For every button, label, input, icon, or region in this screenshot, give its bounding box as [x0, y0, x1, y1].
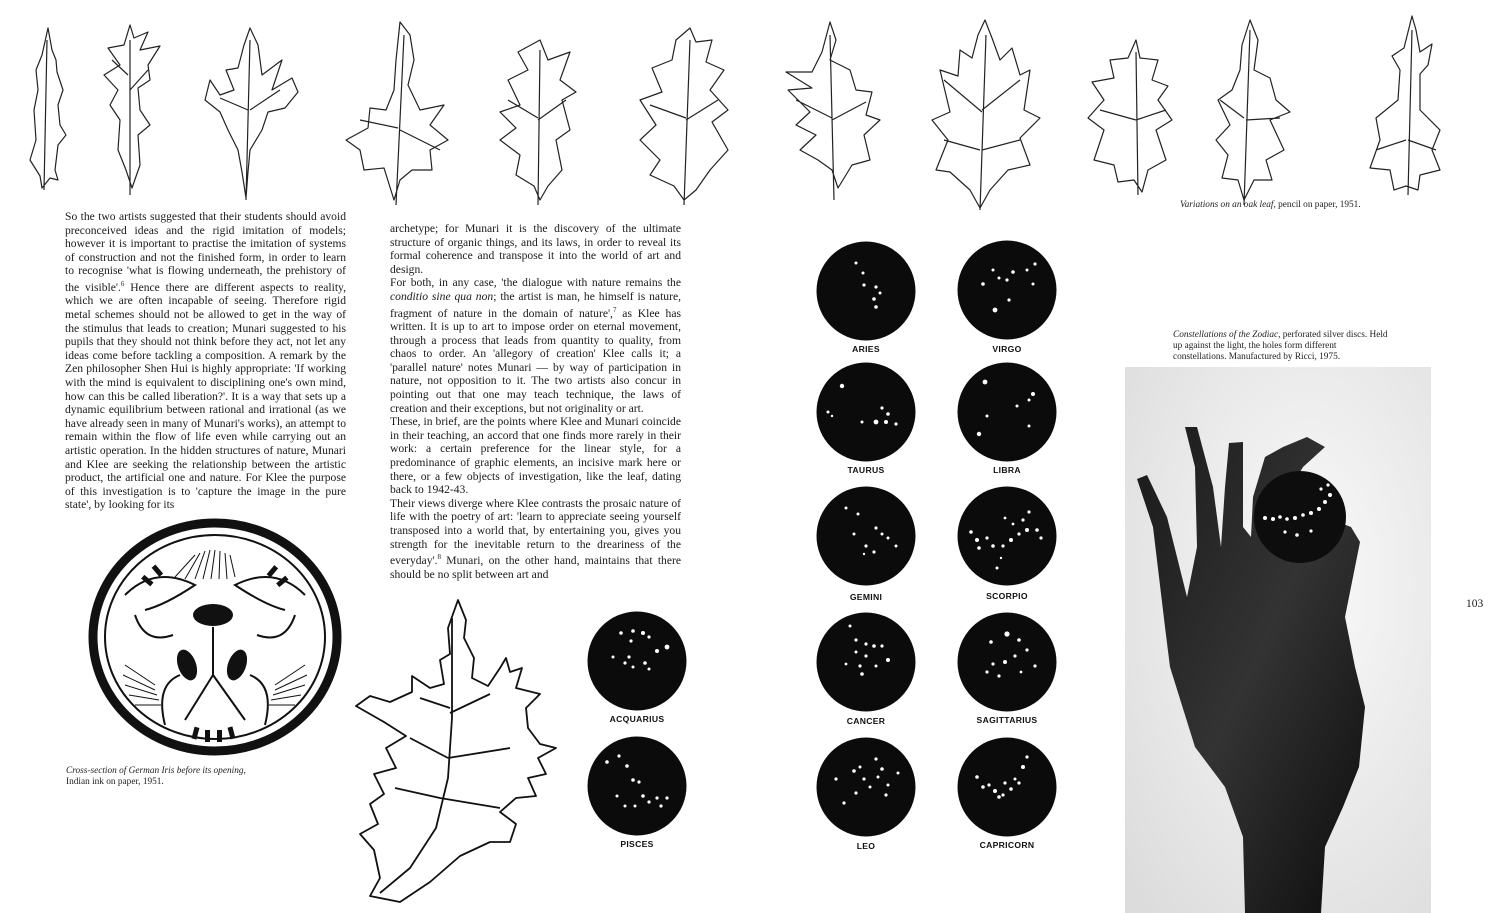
zodiac-disc-graphic — [816, 486, 916, 586]
zodiac-disc-capricorn — [957, 737, 1057, 837]
star-perforation — [863, 553, 865, 555]
iris-caption-rest: Indian ink on paper, 1951. — [66, 777, 164, 787]
col2-paragraph-1: archetype; for Munari it is the discovery of the ultimate structure of organic things, and its laws, in order to reveal its formal coherence and transpose it into the world of art and design. — [390, 222, 681, 276]
star-perforation — [625, 764, 629, 768]
zodiac-disc-libra — [957, 362, 1057, 462]
iris-caption-title: Cross-section of German Iris before its opening, — [66, 766, 246, 776]
col2-paragraph-3: These, in brief, are the points where Klee and Munari coincide in their teaching, an accord that one finds more rarely in their work: a certain preference for the linear style, for a predominance of graphic elements, an incisive mark here or there, or a few objects of investigation, like the leaf, dating back to 1942-43. — [390, 415, 681, 497]
oak-leaf-1 — [30, 28, 66, 190]
star-perforation — [842, 801, 845, 804]
zodiac-disc-taurus — [816, 362, 916, 462]
star-perforation — [605, 760, 609, 764]
star-perforation — [864, 544, 867, 547]
star-perforation — [875, 665, 878, 668]
zodiac-disc-graphic — [816, 362, 916, 462]
footnote-7: 7 — [612, 305, 617, 314]
star-perforation — [619, 631, 623, 635]
oak-leaf-4 — [346, 22, 448, 205]
star-perforation — [993, 308, 998, 313]
col2-p2-a: For both, in any case, 'the dialogue with nature remains the — [390, 276, 681, 290]
star-perforation — [872, 297, 876, 301]
star-perforation — [1012, 523, 1015, 526]
star-perforation — [1021, 765, 1025, 769]
star-perforation — [884, 420, 888, 424]
acquarius-label: ACQUARIUS — [609, 714, 665, 724]
footnote-6: 6 — [120, 279, 125, 288]
star-perforation — [880, 767, 884, 771]
oak-leaf-variations-drawing — [0, 0, 1500, 212]
star-perforation — [887, 537, 890, 540]
zodiac-disc-graphic — [957, 612, 1057, 712]
star-perforation — [845, 663, 848, 666]
star-perforation — [895, 545, 898, 548]
star-perforation — [1007, 298, 1010, 301]
disc-body — [817, 487, 916, 586]
star-perforation — [1004, 517, 1007, 520]
star-perforation — [862, 272, 865, 275]
star-perforation — [632, 666, 635, 669]
star-perforation — [853, 533, 856, 536]
star-perforation — [1017, 781, 1020, 784]
star-perforation — [869, 786, 872, 789]
page-number: 103 — [1466, 598, 1484, 610]
star-perforation — [1011, 270, 1015, 274]
star-perforation — [834, 777, 837, 780]
star-perforation — [880, 406, 883, 409]
star-perforation — [647, 800, 650, 803]
star-perforation — [886, 412, 890, 416]
star-perforation — [1033, 664, 1036, 667]
star-perforation — [1004, 631, 1009, 636]
gemini-label: GEMINI — [849, 592, 883, 602]
star-perforation — [616, 795, 619, 798]
star-perforation — [665, 796, 668, 799]
star-perforation — [1025, 528, 1029, 532]
disc-body — [817, 242, 916, 341]
star-perforation — [1017, 532, 1020, 535]
zodiac-disc-graphic — [957, 362, 1057, 462]
star-perforation — [872, 644, 876, 648]
zodiac-disc-graphic — [816, 737, 916, 837]
star-perforation — [864, 654, 867, 657]
star-perforation — [977, 546, 981, 550]
oak-leaf-6 — [640, 28, 728, 205]
disc-body — [588, 612, 687, 711]
star-perforation — [849, 625, 852, 628]
disc-body — [817, 613, 916, 712]
zodiac-disc-graphic — [816, 241, 916, 341]
star-perforation — [634, 805, 637, 808]
leo-label: LEO — [856, 841, 876, 851]
star-perforation — [975, 538, 979, 542]
star-perforation — [996, 567, 999, 570]
star-perforation — [969, 530, 973, 534]
zodiac-disc-leo — [816, 737, 916, 837]
star-perforation — [897, 772, 900, 775]
oak-leaf-2 — [104, 25, 160, 195]
taurus-label: TAURUS — [847, 465, 885, 475]
oak-leaf-9 — [1088, 40, 1172, 195]
star-perforation — [831, 415, 833, 417]
oak-caption-rest: pencil on paper, 1951. — [1278, 200, 1361, 210]
hand-holding-disc-photo — [1125, 367, 1431, 913]
star-perforation — [998, 277, 1001, 280]
star-perforation — [1039, 536, 1042, 539]
star-perforation — [880, 644, 883, 647]
star-perforation — [641, 631, 645, 635]
star-perforation — [655, 796, 658, 799]
star-perforation — [989, 640, 993, 644]
star-perforation — [977, 432, 981, 436]
star-perforation — [894, 422, 897, 425]
star-perforation — [1003, 781, 1006, 784]
star-perforation — [1035, 528, 1039, 532]
disc-body — [958, 487, 1057, 586]
star-perforation — [623, 661, 626, 664]
star-perforation — [1001, 793, 1004, 796]
star-perforation — [855, 651, 858, 654]
star-perforation — [1028, 399, 1031, 402]
col2-p2-c: as Klee has written. It is up to art to impose order on eternal movement, through a process that leads from quantity to quality, from chaos to order. An 'allegory of creation' Klee calls it; a 'parallel nature' notes Munari — by way of participation in nature, not opposition to it. The two artists also concur in pointing out that one may teach technique, the laws of creation and their exceptions, but not originality or art. — [390, 306, 681, 415]
disc-body — [958, 363, 1057, 462]
star-perforation — [1000, 557, 1002, 559]
star-perforation — [629, 639, 632, 642]
star-perforation — [631, 778, 635, 782]
star-perforation — [877, 776, 880, 779]
zodiac-disc-graphic — [816, 612, 916, 712]
star-perforation — [872, 550, 875, 553]
star-perforation — [631, 629, 635, 633]
star-perforation — [874, 526, 877, 529]
star-perforation — [887, 784, 890, 787]
star-perforation — [648, 668, 651, 671]
footnote-8: 8 — [437, 553, 441, 562]
star-perforation — [886, 658, 890, 662]
star-perforation — [845, 507, 848, 510]
star-perforation — [1028, 425, 1031, 428]
zodiac-disc-graphic — [957, 240, 1057, 340]
zodiac-caption-line1: perforated silver discs. Held — [1282, 330, 1388, 340]
star-perforation — [862, 283, 865, 286]
star-perforation — [857, 513, 860, 516]
star-perforation — [659, 804, 662, 807]
star-perforation — [655, 649, 659, 653]
aries-label: ARIES — [852, 344, 880, 354]
star-perforation — [985, 670, 988, 673]
star-perforation — [992, 269, 995, 272]
oak-leaf-8 — [932, 20, 1040, 210]
star-perforation — [1003, 660, 1007, 664]
iris-caption — [66, 766, 246, 788]
star-perforation — [1001, 544, 1004, 547]
star-perforation — [1021, 518, 1024, 521]
zodiac-caption — [1173, 330, 1388, 363]
star-perforation — [627, 655, 630, 658]
star-perforation — [874, 305, 878, 309]
star-perforation — [855, 262, 858, 265]
star-perforation — [1027, 510, 1030, 513]
star-perforation — [997, 795, 1001, 799]
star-perforation — [983, 380, 988, 385]
zodiac-disc-graphic — [587, 611, 687, 711]
star-perforation — [981, 785, 985, 789]
perforated-disc — [1254, 471, 1346, 563]
iris-cross-section-drawing — [85, 515, 345, 760]
star-perforation — [1025, 648, 1028, 651]
star-perforation — [1032, 283, 1035, 286]
zodiac-caption-line2: up against the light, the holes form different — [1173, 341, 1337, 351]
star-perforation — [860, 672, 864, 676]
star-perforation — [612, 656, 615, 659]
star-perforation — [840, 384, 844, 388]
virgo-label: VIRGO — [992, 344, 1022, 354]
star-perforation — [986, 415, 989, 418]
zodiac-disc-graphic — [957, 486, 1057, 586]
star-perforation — [1009, 787, 1013, 791]
capricorn-label: CAPRICORN — [979, 840, 1035, 850]
star-perforation — [852, 769, 856, 773]
star-perforation — [1017, 638, 1021, 642]
col2-p2-b: ; the artist is man, he himself is nature, fragment of nature in the domain of nature', — [390, 289, 681, 320]
sagittarius-label: SAGITTARIUS — [976, 715, 1038, 725]
libra-label: LIBRA — [993, 465, 1021, 475]
star-perforation — [881, 533, 884, 536]
body-text-column-1 — [65, 210, 346, 512]
disc-body — [588, 737, 687, 836]
oak-caption-title: Variations on an oak leaf, — [1180, 200, 1276, 210]
zodiac-caption-line3: constellations. Manufactured by Ricci, 1975. — [1173, 352, 1341, 362]
star-perforation — [854, 638, 857, 641]
col2-p4-b: Munari, on the other hand, maintains that there should be no split between art and — [390, 553, 681, 581]
disc-body — [817, 363, 916, 462]
scorpio-label: SCORPIO — [986, 591, 1028, 601]
star-perforation — [859, 766, 862, 769]
star-perforation — [981, 282, 985, 286]
star-perforation — [985, 536, 988, 539]
star-perforation — [884, 793, 887, 796]
star-perforation — [861, 421, 864, 424]
disc-body — [817, 738, 916, 837]
star-perforation — [1033, 262, 1036, 265]
disc-body — [958, 241, 1057, 340]
zodiac-disc-pisces — [587, 736, 687, 836]
star-perforation — [665, 645, 670, 650]
star-perforation — [854, 791, 857, 794]
col1-text-b: Hence there are different aspects to reality, which we are often incapable of seeing. Therefore rigid metal schemes should not be allowed to get in the way of the stimulus that leads to creation; Munari suggested to his pupils that they should not think before they act, not let any ideas come before tackling a composition. A remark by the Zen philosopher Shen Hui is highly appropriate: 'If working with the mind is equivalent to disciplining one's own mind, how can this be called liberation?'. It is a way that sets up a dynamic equilibrium between rational and irrational (as we have already seen in many of Munari's works), an attempt to remain within the flow of life even while carrying out an artistic operation. In the hidden structures of nature, Munari and Klee are seeking the relationship between the artistic product, the artificial one and nature. For Klee the purpose of this investigation is to 'capture the image in the pure state', by looking for its — [65, 280, 347, 512]
star-perforation — [617, 754, 620, 757]
zodiac-disc-sagittarius — [957, 612, 1057, 712]
oak-leaf-10 — [1216, 20, 1290, 205]
body-text-column-2 — [390, 222, 681, 581]
star-perforation — [1020, 671, 1023, 674]
star-perforation — [1013, 654, 1016, 657]
oak-leaf-11 — [1370, 16, 1440, 195]
pisces-label: PISCES — [620, 839, 654, 849]
star-perforation — [624, 805, 627, 808]
star-perforation — [987, 783, 990, 786]
star-perforation — [1016, 405, 1019, 408]
zodiac-disc-gemini — [816, 486, 916, 586]
star-perforation — [1031, 392, 1035, 396]
star-perforation — [874, 285, 877, 288]
star-perforation — [874, 757, 877, 760]
col1-text-a: So the two artists suggested that their students should avoid preconceived ideas and the rigid imitation of models; however it is important to practise the imitation of systems of construction and not the finished form, in order to learn to recognise 'what is flowing underneath, the prehistory of the visible'. — [65, 210, 346, 294]
star-perforation — [637, 780, 640, 783]
star-perforation — [993, 789, 997, 793]
star-perforation — [991, 662, 994, 665]
star-perforation — [1014, 778, 1017, 781]
zodiac-disc-graphic — [587, 736, 687, 836]
zodiac-disc-scorpio — [957, 486, 1057, 586]
star-perforation — [975, 775, 979, 779]
disc-body — [958, 738, 1057, 837]
star-perforation — [864, 642, 867, 645]
star-perforation — [643, 661, 647, 665]
col2-p2-italic: conditio sine qua non — [390, 289, 494, 303]
oak-leaf-5 — [500, 40, 576, 205]
zodiac-disc-virgo — [957, 240, 1057, 340]
star-perforation — [1025, 755, 1028, 758]
star-perforation — [827, 411, 830, 414]
col2-p4-a: Their views diverge where Klee contrasts the prosaic nature of life with the poetry of art: 'learn to appreciate seeing yourself transposed into a world that, by entertaining you, gives you strength for the inevitable return to the dreariness of the everyday'. — [390, 496, 681, 567]
star-perforation — [1009, 538, 1013, 542]
star-perforation — [1026, 269, 1029, 272]
star-perforation — [641, 794, 645, 798]
zodiac-caption-title: Constellations of the Zodiac, — [1173, 330, 1281, 340]
oak-leaf-7 — [786, 22, 880, 200]
star-perforation — [1005, 278, 1008, 281]
star-perforation — [991, 544, 995, 548]
star-perforation — [997, 674, 1000, 677]
oak-leaf-3 — [205, 28, 298, 200]
oak-leaf-caption — [1180, 200, 1361, 211]
zodiac-disc-acquarius — [587, 611, 687, 711]
star-perforation — [858, 664, 861, 667]
star-perforation — [874, 420, 879, 425]
zodiac-disc-aries — [816, 241, 916, 341]
star-perforation — [647, 635, 650, 638]
zodiac-disc-graphic — [957, 737, 1057, 837]
zodiac-disc-cancer — [816, 612, 916, 712]
cancer-label: CANCER — [846, 716, 886, 726]
star-perforation — [879, 292, 882, 295]
star-perforation — [862, 777, 865, 780]
large-oak-leaf-drawing — [340, 598, 580, 913]
